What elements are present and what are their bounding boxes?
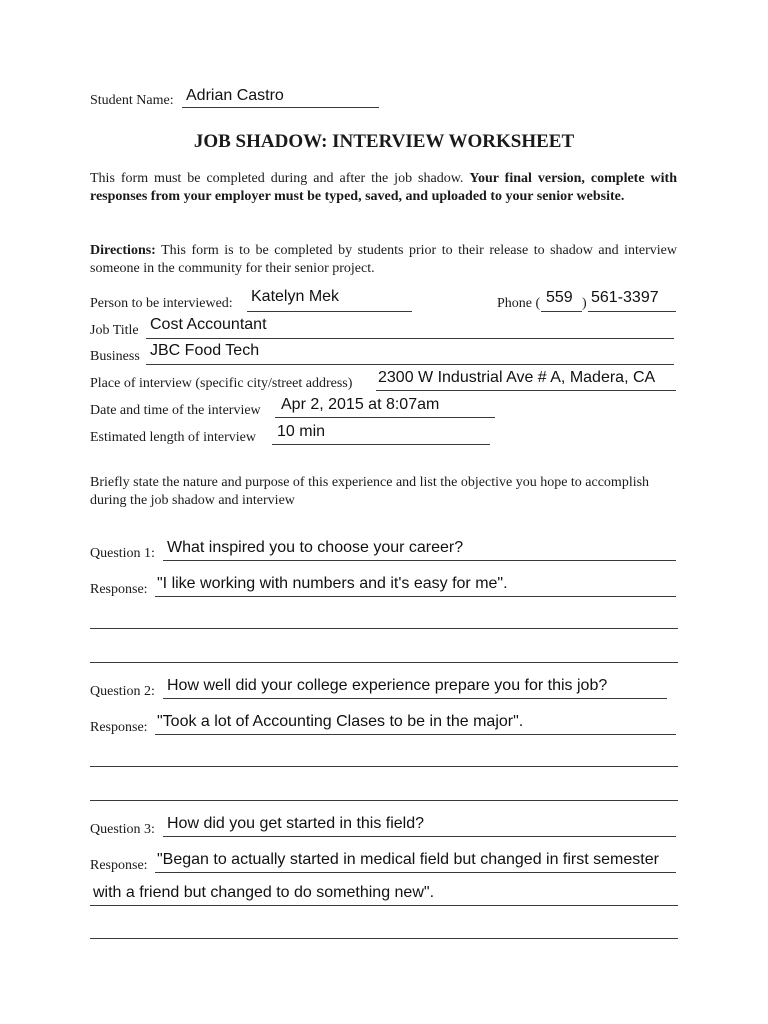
student-name-label: Student Name:: [90, 93, 174, 108]
response-1-underline: [155, 596, 676, 597]
person-underline: [247, 311, 412, 312]
intro-bold-text: Your final version, complete with responses from your employer must be typed, saved, and uploaded to your senior website.: [90, 171, 677, 204]
intro-paragraph: [90, 170, 677, 206]
response-3-continuation[interactable]: with a friend but changed to do something new".: [93, 884, 435, 901]
job-title-field[interactable]: Cost Accountant: [150, 316, 267, 333]
phone-number-underline: [588, 311, 676, 312]
place-field[interactable]: 2300 W Industrial Ave # A, Madera, CA: [378, 369, 656, 386]
length-label: Estimated length of interview: [90, 430, 257, 445]
datetime-underline: [275, 417, 495, 418]
place-underline: [376, 390, 676, 391]
job-title-underline: [146, 338, 674, 339]
response-3-label: Response:: [90, 858, 148, 873]
business-underline: [146, 364, 674, 365]
response-2-label: Response:: [90, 720, 148, 735]
datetime-field[interactable]: Apr 2, 2015 at 8:07am: [281, 396, 440, 413]
response-2-blank-line-2[interactable]: [90, 800, 678, 801]
question-2-field[interactable]: How well did your college experience prepare you for this job?: [167, 677, 608, 694]
question-1-field[interactable]: What inspired you to choose your career?: [167, 539, 464, 556]
length-field[interactable]: 10 min: [277, 423, 326, 440]
directions-text: This form is to be completed by students prior to their release to shadow and interview someone in the community for their senior project.: [90, 243, 677, 276]
person-label: Person to be interviewed:: [90, 296, 233, 311]
response-1-blank-line-2[interactable]: [90, 662, 678, 663]
response-3-field[interactable]: "Began to actually started in medical field but changed in first semester: [157, 851, 659, 868]
response-1-blank-line-1[interactable]: [90, 628, 678, 629]
phone-number-field[interactable]: 561-3397: [591, 289, 659, 306]
question-1-label: Question 1:: [90, 546, 155, 561]
business-label: Business: [90, 349, 140, 364]
response-1-field[interactable]: "I like working with numbers and it's easy for me".: [157, 575, 508, 592]
student-name-underline: [182, 107, 379, 108]
question-3-label: Question 3:: [90, 822, 155, 837]
phone-label: Phone (: [497, 296, 541, 311]
question-1-underline: [163, 560, 676, 561]
response-2-field[interactable]: "Took a lot of Accounting Clases to be in the major".: [157, 713, 524, 730]
length-underline: [272, 444, 490, 445]
response-3-underline: [155, 872, 676, 873]
person-field[interactable]: Katelyn Mek: [251, 288, 340, 305]
phone-area-field[interactable]: 559: [546, 289, 573, 306]
response-3-line-2: [90, 905, 678, 906]
response-2-blank-line-1[interactable]: [90, 766, 678, 767]
question-3-underline: [163, 836, 676, 837]
directions-paragraph: [90, 242, 677, 278]
page-title: JOB SHADOW: INTERVIEW WORKSHEET: [193, 131, 575, 152]
phone-area-underline: [541, 311, 582, 312]
purpose-prompt: Briefly state the nature and purpose of this experience and list the objective you hope to accomplish during the job shadow and interview: [90, 475, 650, 508]
response-3-blank-line[interactable]: [90, 938, 678, 939]
response-2-underline: [155, 734, 676, 735]
student-name-field[interactable]: Adrian Castro: [186, 87, 284, 104]
job-title-label: Job Title: [90, 323, 139, 338]
directions-heading: Directions:: [90, 243, 156, 258]
business-field[interactable]: JBC Food Tech: [150, 342, 260, 359]
question-3-field[interactable]: How did you get started in this field?: [167, 815, 425, 832]
response-1-label: Response:: [90, 582, 148, 597]
phone-close-paren: ): [582, 296, 587, 311]
question-2-label: Question 2:: [90, 684, 155, 699]
intro-text: This form must be completed during and after the job shadow.: [90, 171, 470, 186]
place-label: Place of interview (specific city/street address): [90, 376, 353, 391]
datetime-label: Date and time of the interview: [90, 403, 261, 418]
question-2-underline: [163, 698, 667, 699]
